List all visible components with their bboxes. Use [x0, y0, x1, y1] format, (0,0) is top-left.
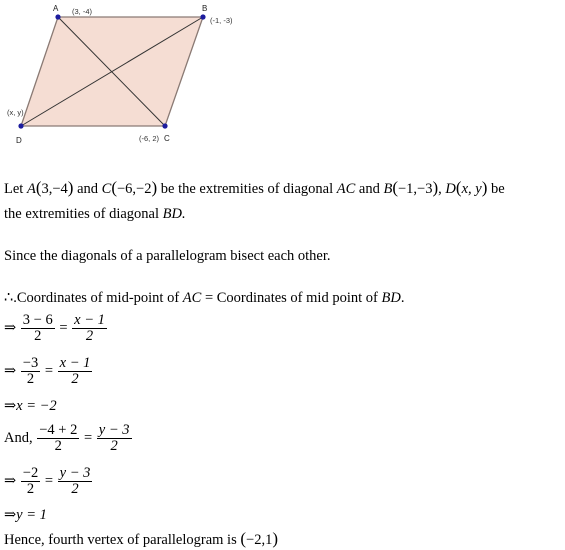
equals-sign: = [59, 320, 68, 337]
fraction: $\frac{-4 + 2}{2}$ [39, 422, 78, 455]
point-name-a: A [26, 181, 36, 197]
implies-arrow: ⇒ [4, 363, 17, 380]
vertex-label-d: D [16, 136, 22, 145]
coord-label-c: (-6, 2) [139, 134, 160, 143]
intro-line-1: Let A(3,−4) and C(−6,−2) be the extremities of diagonal AC and B(−1,−3), D(x, y) be [4, 178, 505, 197]
equals-sign: = [83, 430, 93, 447]
coords-b: −1,−3 [398, 181, 433, 197]
equation-2 [4, 356, 93, 387]
implies-arrow: ⇒ [4, 320, 17, 337]
midpoint-text-b: = Coordinates of mid point of [201, 290, 382, 306]
coords-a: 3,−4 [41, 181, 68, 197]
point-name-b: B [383, 181, 393, 197]
midpoint-statement [4, 289, 404, 307]
midpoint-text-a: .Coordinates of mid-point of [13, 290, 183, 306]
equation-3 [4, 397, 57, 415]
bisect-text: Since the diagonals of a parallelogram bisect each other. [4, 248, 331, 264]
result-y: y = 1 [16, 507, 47, 523]
coord-label-d: (x, y) [7, 108, 24, 117]
point-name-d: D [445, 181, 456, 197]
bisect-statement [4, 247, 331, 265]
fraction: $\frac{x - 1}{2}$ [59, 355, 91, 388]
result-x: x = −2 [16, 398, 57, 414]
vertex-label-a: A [53, 4, 59, 13]
vertex-label-c: C [164, 134, 170, 143]
coord-label-a: (3, -4) [72, 7, 93, 16]
fraction: $\frac{-2}{2}$ [22, 465, 39, 498]
midpoint-bd: BD [381, 290, 401, 306]
text-and-prefix: And, [4, 430, 37, 447]
midpoint-period: . [400, 290, 405, 306]
vertex-label-b: B [202, 4, 208, 13]
coords-c: −6,−2 [117, 181, 152, 197]
point-d [18, 123, 23, 128]
parallelogram-figure [0, 0, 270, 150]
point-a [55, 14, 60, 19]
text-let: Let [4, 181, 27, 197]
fraction: $\frac{y - 3}{2}$ [59, 465, 91, 498]
point-b [200, 14, 205, 19]
intro-line-2 [4, 205, 186, 223]
point-c [162, 123, 167, 128]
text-and-2: and [355, 181, 384, 197]
diagonal-name-bd: BD. [162, 206, 186, 222]
implies-arrow: ⇒ [4, 473, 17, 490]
diagonal-name-ac: AC [336, 181, 356, 197]
text-extremities-bd: the extremities of diagonal [4, 206, 163, 222]
midpoint-ac: AC [182, 290, 202, 306]
equation-1 [4, 313, 108, 344]
text-be: be [487, 181, 505, 197]
fraction: $\frac{-3}{2}$ [22, 355, 39, 388]
equation-5 [4, 466, 93, 497]
fourth-vertex-coords: −2,1 [246, 532, 273, 548]
fraction: $\frac{x - 1}{2}$ [74, 312, 105, 345]
equals-sign: = [44, 473, 54, 490]
text-and: and [73, 181, 102, 197]
equation-6 [4, 506, 47, 524]
therefore-symbol: ∴ [4, 290, 14, 306]
text-diagonal: be the extremities of diagonal [157, 181, 337, 197]
equals-sign: = [44, 363, 54, 380]
conclusion-text: Hence, fourth vertex of parallelogram is [4, 532, 241, 548]
text-comma: , [438, 181, 446, 197]
point-name-c: C [101, 181, 112, 197]
equation-4 [4, 423, 133, 454]
implies-arrow: ⇒ [4, 507, 17, 523]
conclusion: Hence, fourth vertex of parallelogram is (−2,1) [4, 529, 278, 548]
coords-d: x, y [461, 181, 482, 197]
coord-label-b: (-1, -3) [210, 16, 233, 25]
fraction: $\frac{3 - 6}{2}$ [22, 312, 53, 345]
fraction: $\frac{y - 3}{2}$ [98, 422, 130, 455]
implies-arrow: ⇒ [4, 398, 17, 414]
